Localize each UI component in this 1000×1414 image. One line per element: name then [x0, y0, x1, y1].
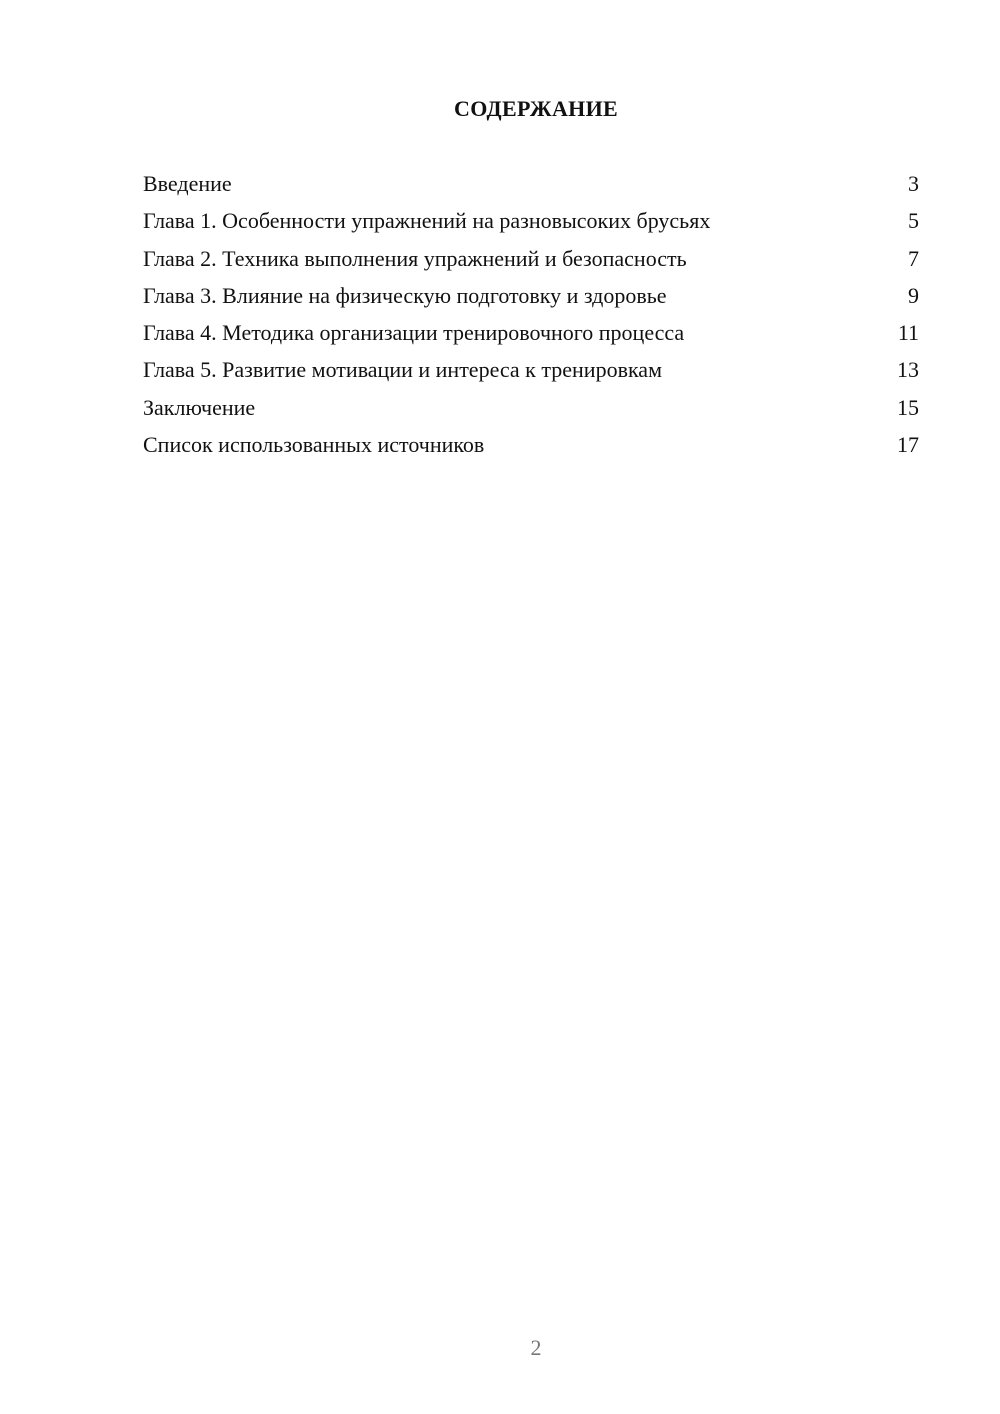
toc-entry-label: Глава 4. Методика организации тренировочного процесса — [143, 320, 685, 346]
toc-entry-chapter-2[interactable] — [143, 244, 919, 281]
toc-title: СОДЕРЖАНИЕ — [454, 96, 618, 121]
toc-entry-page: 7 — [908, 245, 919, 271]
toc-entry-page: 15 — [897, 394, 919, 420]
page-number: 2 — [530, 1335, 542, 1360]
toc-entry-label: Заключение — [143, 394, 256, 420]
toc-entry-page: 13 — [897, 357, 919, 383]
toc-entry-introduction[interactable] — [143, 169, 919, 206]
toc-entry-page: 17 — [897, 432, 919, 458]
toc-entry-page: 11 — [897, 320, 919, 346]
toc-entry-chapter-3[interactable] — [143, 281, 919, 318]
toc-entry-label: Глава 2. Техника выполнения упражнений и безопасность — [143, 245, 687, 271]
toc-entry-chapter-5[interactable] — [143, 355, 919, 392]
toc-entry-chapter-4[interactable] — [143, 318, 919, 355]
toc-entry-page: 5 — [908, 208, 919, 234]
toc-entry-page: 3 — [908, 171, 919, 196]
toc-entry-label: Глава 5. Развитие мотивации и интереса к тренировкам — [143, 357, 662, 383]
toc-entry-label: Глава 3. Влияние на физическую подготовку и здоровье — [143, 282, 667, 308]
toc-entry-references[interactable] — [143, 430, 919, 467]
toc-entry-label: Глава 1. Особенности упражнений на разновысоких брусьях — [143, 208, 711, 234]
toc-entry-chapter-1[interactable] — [143, 206, 919, 243]
table-of-contents — [143, 169, 919, 467]
toc-entry-label: Список использованных источников — [143, 432, 485, 458]
toc-entry-conclusion[interactable] — [143, 393, 919, 430]
toc-entry-page: 9 — [908, 282, 919, 308]
toc-entry-label: Введение — [143, 171, 232, 196]
